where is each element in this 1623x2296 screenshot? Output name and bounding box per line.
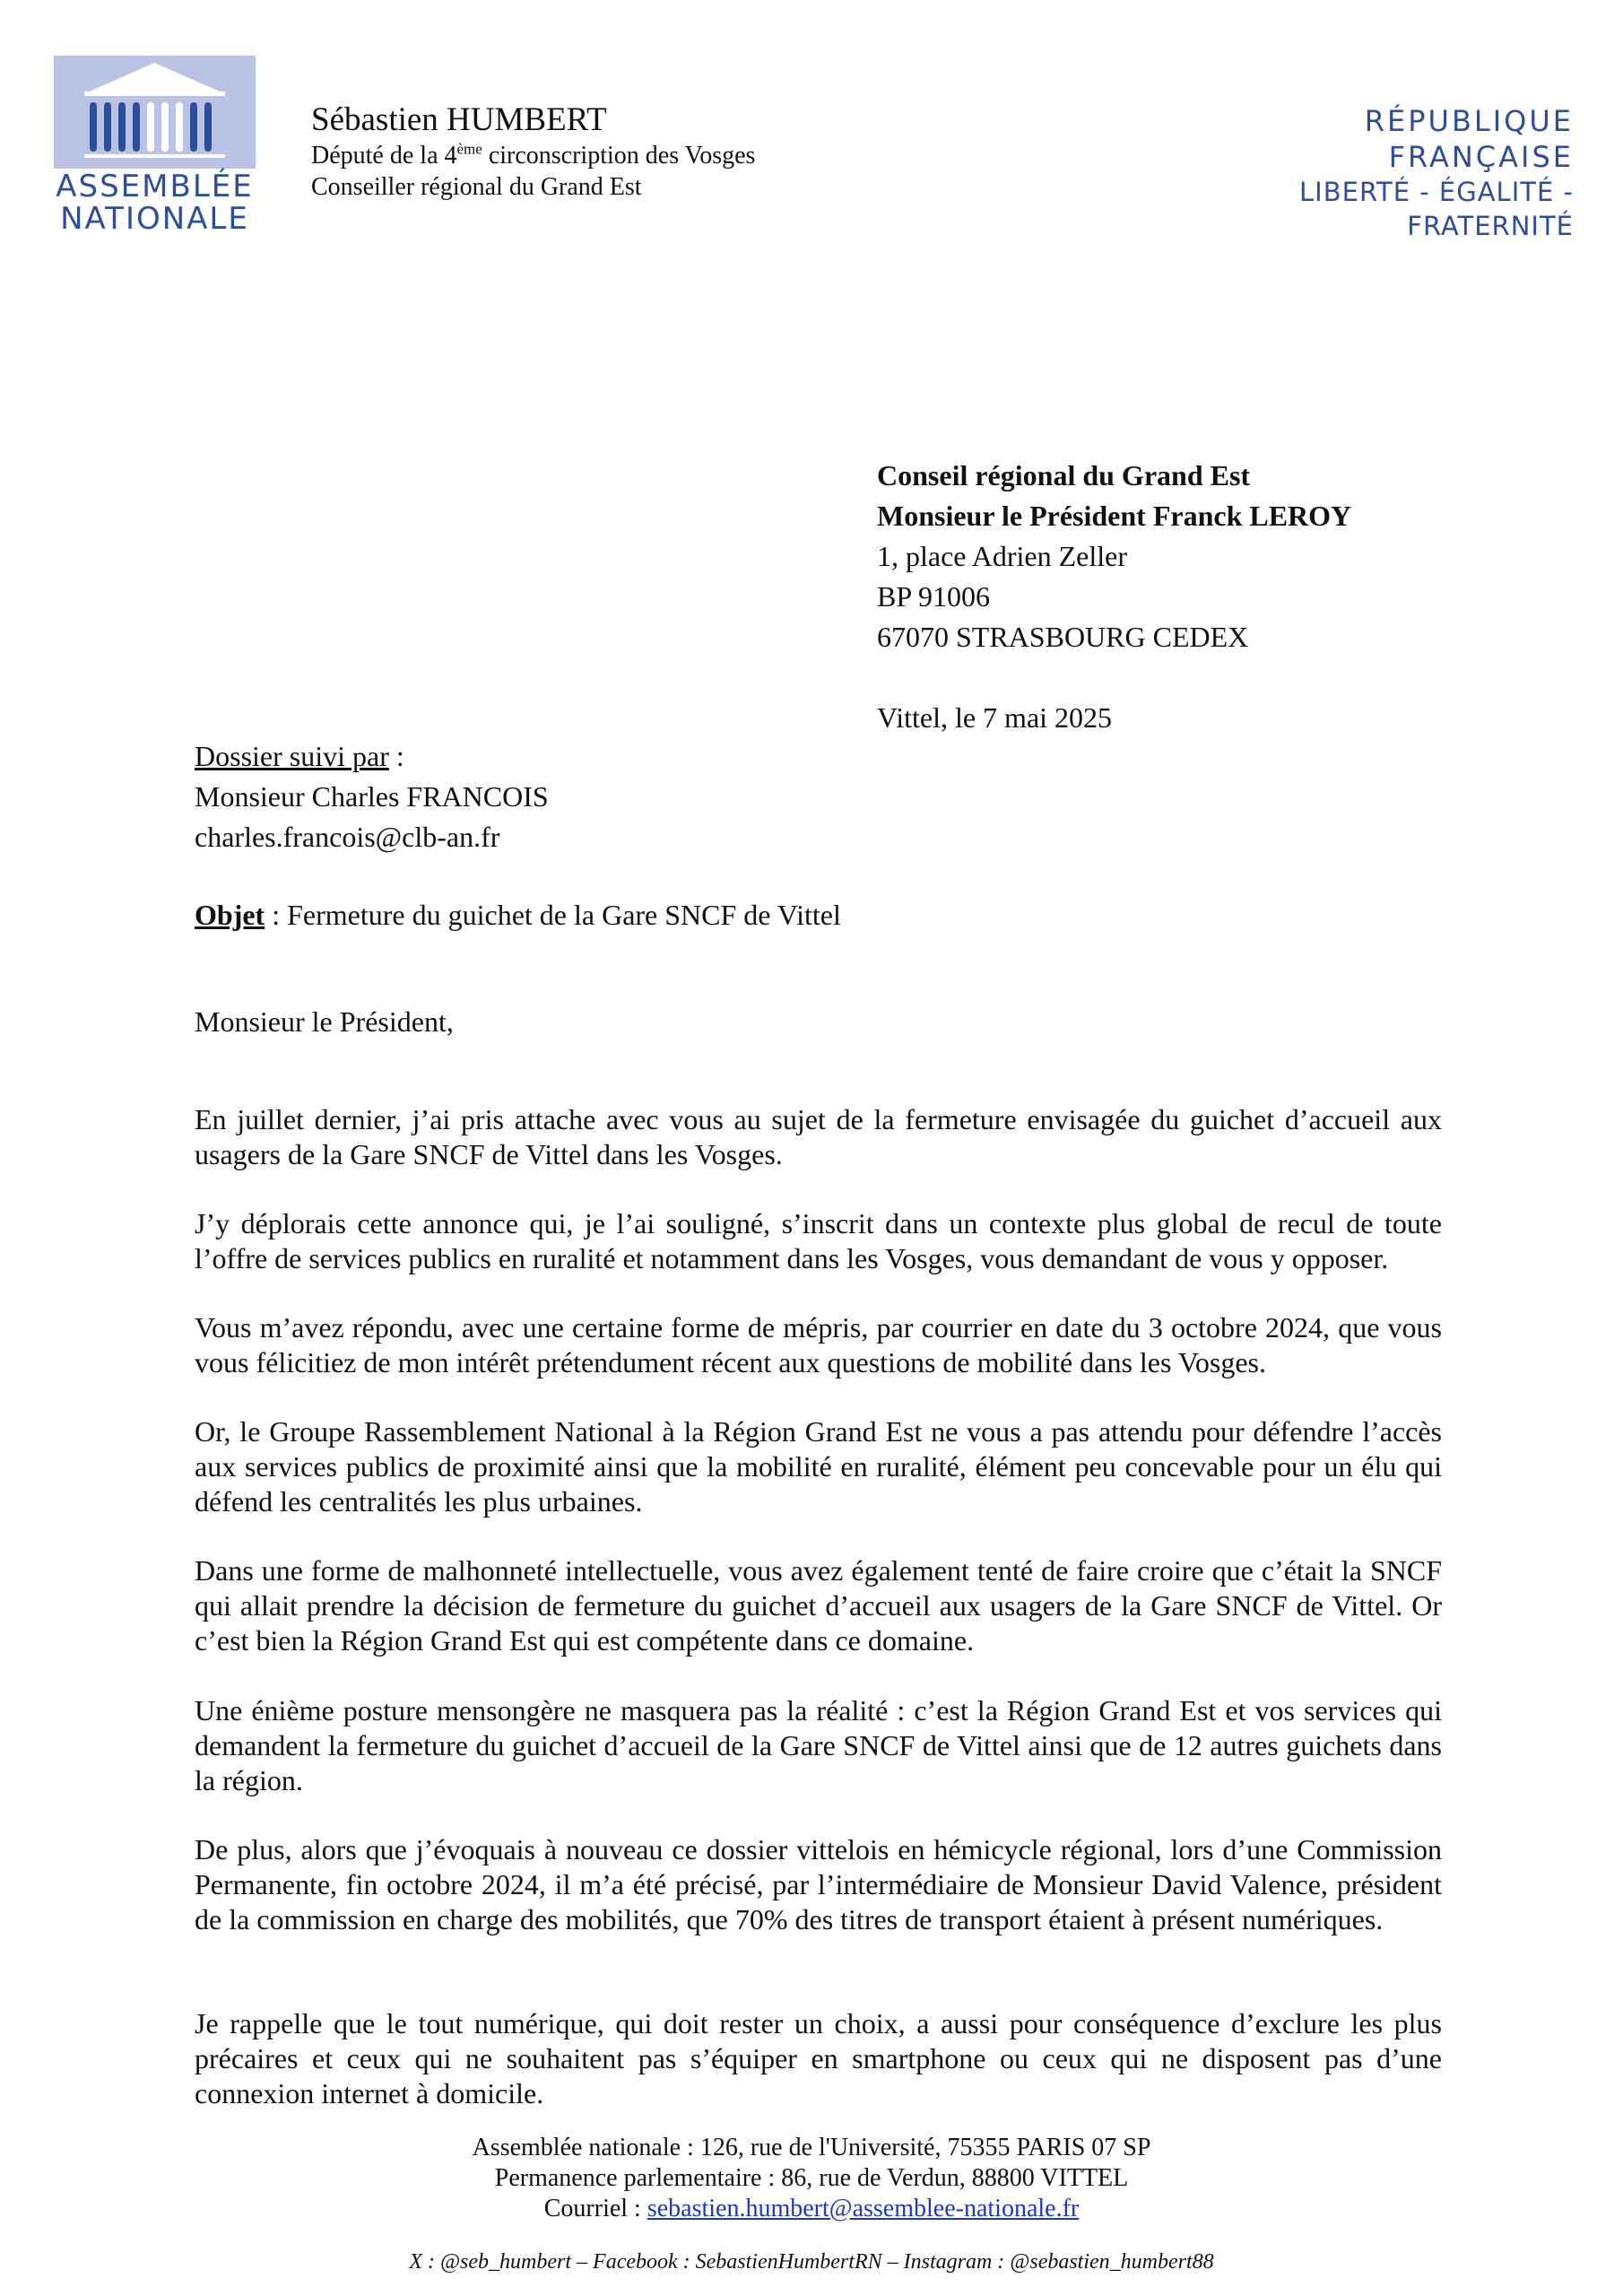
sender-name: Sébastien HUMBERT (311, 101, 607, 138)
social-links: X : @seb_humbert – Facebook : SebastienHumbertRN – Instagram : @sebastien_humbert88 (409, 2250, 1214, 2274)
body-paragraph-6: Une énième posture mensongère ne masquera pas la réalité : c’est la Région Grand Est et vos services qui demandent la fermeture du guichet d’accueil de la Gare SNCF de Vittel ainsi que de 12 autres guichets dans la région. (195, 1694, 1442, 1796)
assemblee-emblem-icon (54, 56, 256, 169)
footer-email-label: Courriel : (543, 2195, 647, 2222)
dossier-label-row (195, 736, 549, 777)
logo-text (54, 170, 256, 235)
dossier-name: Monsieur Charles FRANCOIS (195, 780, 549, 813)
assemblee-nationale-logo (54, 56, 256, 239)
letter-footer (0, 2133, 1623, 2224)
dossier-label: Dossier suivi par (195, 740, 389, 772)
body-paragraph-4: Or, le Groupe Rassemblement National à la Région Grand Est ne vous a pas attendu pour défendre l’accès aux services publics de proximité ainsi que la mobilité en ruralité, élément peu concevable pour un élu qui défend les centralités les plus urbaines. (195, 1415, 1442, 1518)
dossier-email: charles.francois@clb-an.fr (195, 821, 500, 853)
subject-text: : Fermeture du guichet de la Gare SNCF de Vittel (265, 899, 841, 931)
subject-line (195, 895, 841, 935)
body-paragraph-3: Vous m’avez répondu, avec une certaine forme de mépris, par courrier en date du 3 octobre 2024, que vous vous félicitiez de mon intérêt prétendument récent aux questions de mobilité dans les Vosges. (195, 1311, 1442, 1378)
sender-role-deputy-post: circonscription des Vosges (482, 142, 756, 170)
logo-text-line1: ASSEMBLÉE (56, 169, 254, 204)
sender-role-councillor: Conseiller régional du Grand Est (311, 173, 642, 201)
body-paragraph-2: J’y déplorais cette annonce qui, je l’ai souligné, s’inscrit dans un contexte plus global de recul de toute l’offre de services publics en ruralité et notamment dans les Vosges, vous demandant de vous y opposer. (195, 1207, 1442, 1274)
recipient-line3: 1, place Adrien Zeller (877, 540, 1127, 572)
recipient-line4: BP 91006 (877, 580, 990, 613)
sender-role-deputy-sup: ème (456, 140, 482, 158)
footer-address-permanence: Permanence parlementaire : 86, rue de Verdun, 88800 VITTEL (494, 2164, 1129, 2192)
sender-role-deputy-pre: Député de la 4 (311, 142, 457, 170)
body-paragraph-5: Dans une forme de malhonneté intellectuelle, vous avez également tenté de faire croire que c’était la SNCF qui allait prendre la décision de fermeture du guichet d’accueil aux usagers de la Gare SNCF de Vittel. Or c’est bien la Région Grand Est qui est compétente dans ce domaine. (195, 1554, 1442, 1657)
rf-line2: LIBERTÉ - ÉGALITÉ - FRATERNITÉ (1299, 177, 1574, 241)
salutation: Monsieur le Président, (195, 1005, 454, 1038)
recipient-address (877, 456, 1351, 657)
body-paragraph-7: De plus, alors que j’évoquais à nouveau ce dossier vittelois en hémicycle régional, lors d’une Commission Permanente, fin octobre 2024, il m’a été précisé, par l’intermédiaire de Monsieur David Valence, président de la commission en charge des mobilités, que 70% des titres de transport étaient à présent numériques. (195, 1833, 1442, 1935)
footer-email-row (0, 2194, 1623, 2224)
letter-date: Vittel, le 7 mai 2025 (877, 701, 1113, 734)
dossier-colon: : (388, 740, 404, 772)
recipient-line1: Conseil régional du Grand Est (877, 459, 1251, 491)
body-paragraph-1: En juillet dernier, j’ai pris attache avec vous au sujet de la fermeture envisagée du guichet d’accueil aux usagers de la Gare SNCF de Vittel dans les Vosges. (195, 1103, 1442, 1170)
footer-email-link[interactable]: sebastien.humbert@assemblee-nationale.fr (647, 2195, 1080, 2222)
logo-text-line2: NATIONALE (60, 201, 249, 237)
subject-label: Objet (195, 899, 265, 931)
footer-address-assemblee: Assemblée nationale : 126, rue de l'Université, 75355 PARIS 07 SP (472, 2134, 1151, 2161)
rf-line1: RÉPUBLIQUE FRANÇAISE (1364, 104, 1574, 174)
sender-block (311, 100, 755, 203)
body-paragraph-8: Je rappelle que le tout numérique, qui doit rester un choix, a aussi pour conséquence d’exclure les plus précaires et ceux qui ne souhaitent pas s’équiper en smartphone ou ceux qui ne disposent pas d’une connexion internet à domicile. (195, 2007, 1442, 2109)
recipient-line5: 67070 STRASBOURG CEDEX (877, 621, 1249, 653)
recipient-line2: Monsieur le Président Franck LEROY (877, 500, 1352, 532)
dossier-block (195, 736, 549, 857)
republique-francaise-logo (1193, 103, 1574, 243)
sender-role-deputy (311, 140, 755, 171)
